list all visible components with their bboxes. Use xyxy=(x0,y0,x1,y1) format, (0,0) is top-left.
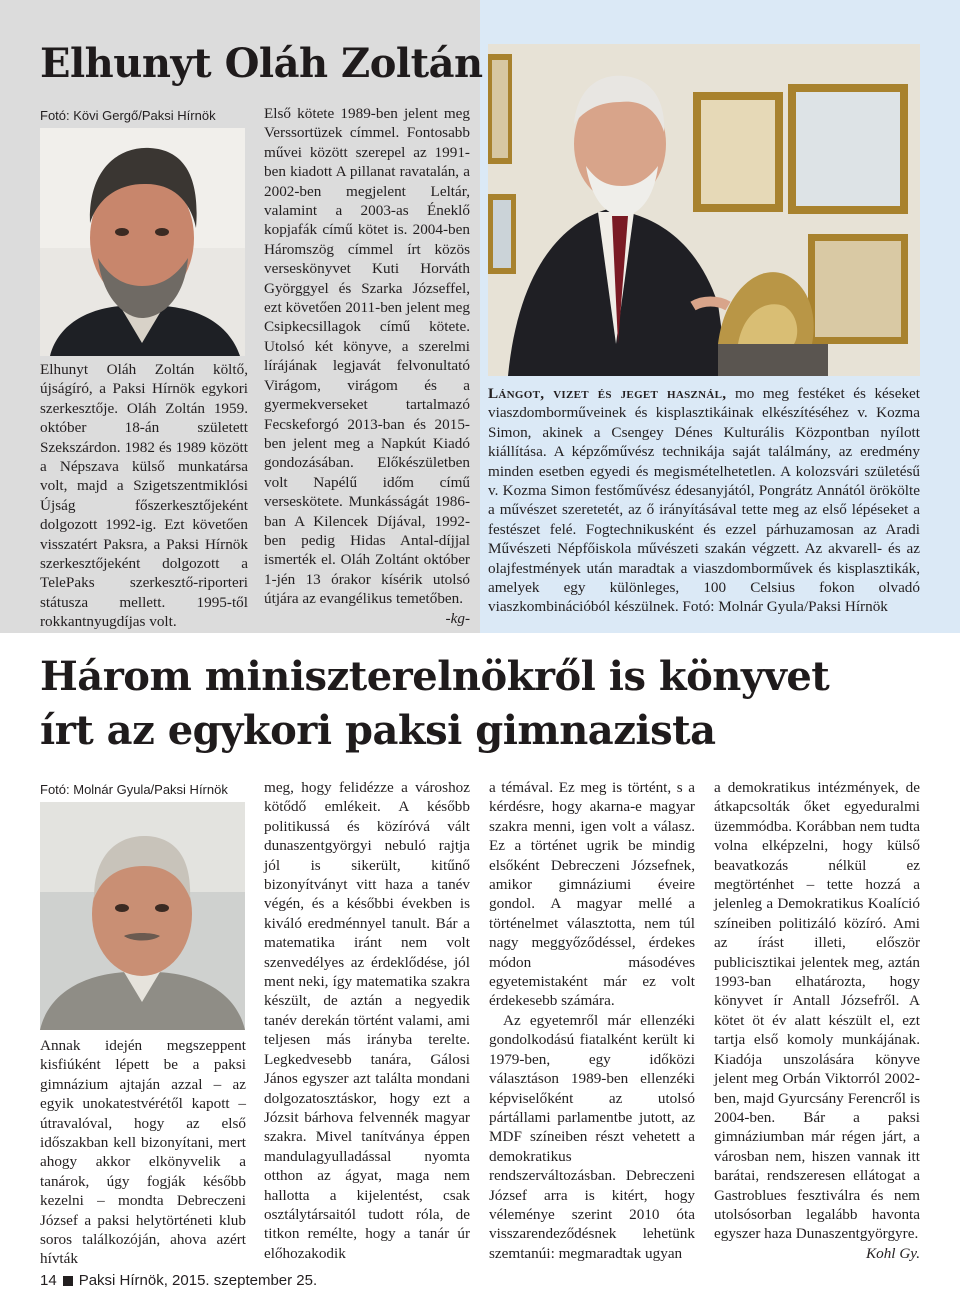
obituary-photo-credit: Fotó: Kövi Gergő/Paksi Hírnök xyxy=(40,108,216,123)
sculptor-photo xyxy=(488,44,920,376)
page-footer xyxy=(40,1272,317,1289)
obituary-column-2-text: Első kötete 1989-ben jelent meg Verssortüzek címmel. Fontosabb művei között szerepel az 1991-ben kiadott A pillanat ravatalán, a 2002-ben megjelent Leltár, valamint a 2003-as Éneklő kopjafák című kötet is. 2004-ben Háromszög címmel írt közös verseskönyvet Kuti Horváth Györggyel és Szarka Józseffel, ezt követően 2011-ben jelent meg Csipkecsillagok című kötete. Utolsó két könyve, a szerelmi lírájának legjavát felvonultató Virágom, virágom és a gyermekverseket tartalmazó Fecskeforgó 2013-ban és 2015-ben jelent meg a Napkút Kiadó gondozásában. Előkészületben volt Napélű időm című verseskötete. Munkásságát 1986-ban A Kilencek Díjával, 1992-ben pedig Hidas Antal-díjjal ismerték el. Oláh Zoltánt október 1-jén 13 órakor kísérik utolsó útjára az evangélikus temetőben. xyxy=(264,105,470,608)
debreczeni-portrait-photo xyxy=(40,802,245,1030)
footer-square-icon xyxy=(63,1276,73,1286)
article-column-3-paragraph-2: Az egyetemről már ellenzéki gondolkodású fiatalként került ki 1979-ben, egy időközi választáson 1989-ben ellenzéki képviselőként az utolsó pártállami parlamentbe jutott, az MDF színeiben részt vehetett a demokratikus rendszerváltozásban. Debreczeni József arra is kitért, hogy véleménye szerint 2010 óta visszarendeződésnek lehetünk szemtanúi: megmaradtak ugyan xyxy=(489,1011,695,1262)
article-column-3-paragraph-1: a témával. Ez meg is történt, s a kérdésre, hogy akarna-e magyar szakra menni, igen volt a válasz. Ez a történet ugrik be mindig elsőként Debreczeni Józsefnek, amikor gimnáziumi éveire gondol. A magyar mellé a történelmet választotta, nem túl nagy meggyőződéssel, érdekes módon másodéves egyetemistaként már ez volt érdekesebb számára. xyxy=(489,779,695,1010)
page-number: 14 xyxy=(40,1272,57,1289)
sculptor-photo-caption xyxy=(488,384,920,617)
publication-info: Paksi Hírnök, 2015. szeptember 25. xyxy=(78,1272,318,1289)
obituary-title: Elhunyt Oláh Zoltán xyxy=(40,40,483,87)
article-column-4-text: a demokratikus intézmények, de átkapcsolták őket egyeduralmi üzemmódba. Korábban nem tudta volna elképzelni, hogy külső beavatkozás nélkül ez megtörténhet – tette hozzá a jelenleg a Demokratikus Koalíció színeiben politizáló közíró. Ami az írást illeti, először publicisztikai jelentek meg, aztán 1993-ban elhatározta, hogy könyvet ír Antall Józsefről. A kötet öt év alatt készült el, ezt tartja első komoly munkájának. Kiadója unszolására könyve jelent meg Orbán Viktorról 2002-ben, majd Gyurcsány Ferencről is 2004-ben. Bár a paksi gimnáziumban már régen járt, a városban nem, hiszen vannak itt barátai, rendszeresen ellátogat a Gastroblues fesztiválra és nem utolsósorban legalább havonta egyszer haza Dunaszentgyörgyre. xyxy=(714,779,920,1243)
obituary-column-1: Elhunyt Oláh Zoltán költő, újságíró, a Paksi Hírnök egykori szerkesztője. Oláh Zoltán 1959. október 18-án született Szekszárdon. 1982 és 1989 között a Népszava külső munkatársa volt, majd a Szigetszentmiklósi Újság főszerkesztőjeként dolgozott 1992-ig. Ezt követően visszatért Paksra, a Paksi Hírnök szerkesztőjeként dolgozott a TelePaks szerkesztő-riporteri státusza mellett. 1995-től rokkantnyugdíjas volt. xyxy=(40,361,248,631)
article-column-4 xyxy=(714,778,920,1263)
article-photo-credit: Fotó: Molnár Gyula/Paksi Hírnök xyxy=(40,782,228,797)
article-column-2: meg, hogy felidézze a városhoz kötődő emlékeit. A később politikussá és közíróvá vált dunaszentgyörgyi nebuló rajtja jól is sikerült, kitűnő bizonyítványt vitt haza a tanév végén, és a későbbi években is kiváló eredménnyel tanult. Bár a matematika iránt nem volt szenvedélyes az érdeklődése, jól ment neki, így matematika szakra készült, de aztán a negyedik tanév derekán történt valami, ami teljesen más irányba terelte. Legkedvesebb tanára, Gálosi János egyszer azt találta mondani dolgozatosztáskor, hogy ezt a Józsit bárhova felvennék magyar szakra. Mivel tanítványa éppen mandulagyulladással nyomta otthon az ágyat, maga nem hallotta a kijelentést, csak osztálytársaitól tudott róla, de titkon remélte, hogy a tanár úr előhozakodik xyxy=(264,779,470,1262)
article-title xyxy=(40,650,940,758)
obituary-signature: -kg- xyxy=(445,609,470,627)
caption-text: mo meg festéket és késeket viaszdomborműveinek és kisplasztikáinak elkészítéséhez v. Kozma Simon, akinek a Csengey Dénes Kulturális Központban nyílott kiállítása. A képzőművész technikája saját találmány, az eredmény minden esetben egyedi és megismételhetetlen. A kolozsvári születésű v. Kozma Simon festőművész édesanyjától, Pongrátz Annától örökölte a művészet szeretetét, az ő irányításával tette meg az első lépéseket a festészet felé. Fogtechnikusként és ezzel párhuzamosan az Aradi Művészeti Népfőiskola művészeti szakán végzett. Az akvarell- és az olajfestmények után maradtak a viaszdomborművek és kisplasztikák, amelyek egy különleges, 100 Celsius fokon olvadó viaszkombinációból készülnek. Fotó: Molnár Gyula/Paksi Hírnök xyxy=(488,385,921,616)
article-signature: Kohl Gy. xyxy=(865,1244,920,1262)
article-column-1: Annak idején megszeppent kisfiúként lépett be a paksi gimnázium ajtaján azzal – az egyik unokatestvérétől kapott – útravalóval, hogy az első időszakban kell bizonyítani, mert ahogy akkor elkönyvelik a tanárok, úgy fogják később kezelni – mondta Debreczeni József a paksi helytörténeti klub soros találkozóján, ahova azért hívták xyxy=(40,1037,246,1268)
caption-lead: Lángot, vizet és jeget használ, xyxy=(488,385,727,402)
article-column-3 xyxy=(489,778,695,1263)
obituary-column-2 xyxy=(264,104,470,628)
article-title-line-2: írt az egykori paksi gimnazista xyxy=(40,707,716,754)
article-title-line-1: Három miniszterelnökről is könyvet xyxy=(40,653,830,700)
obituary-portrait-photo xyxy=(40,128,245,356)
